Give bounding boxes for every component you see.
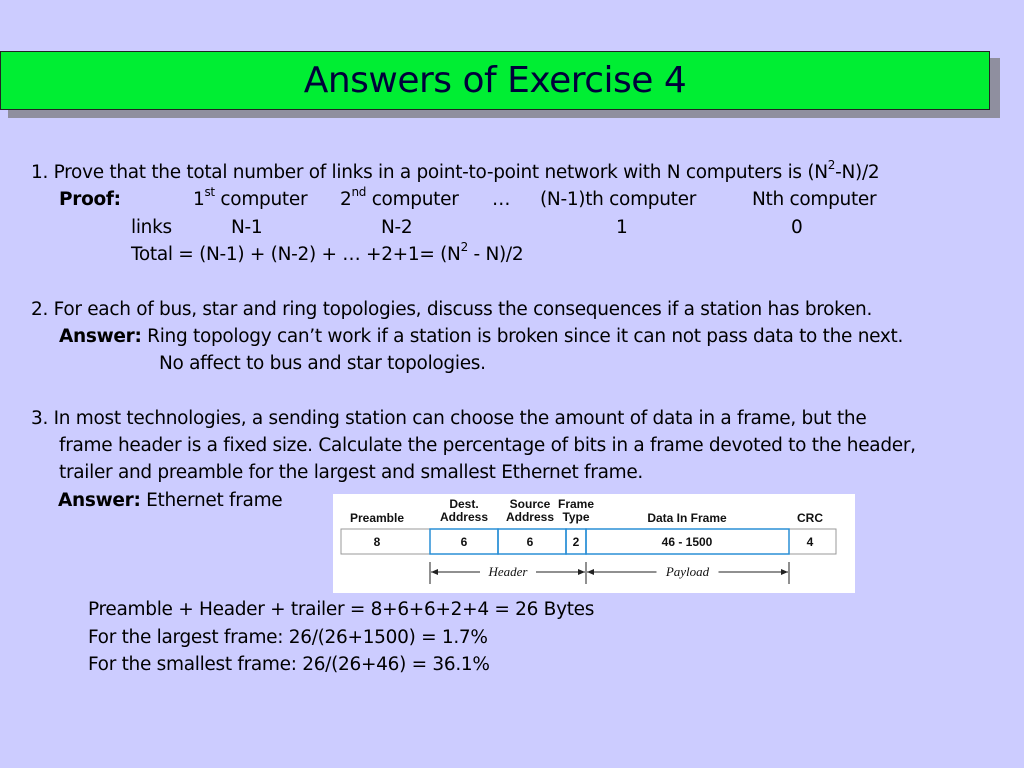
title-bar [0,51,990,110]
links-value-3: 1 [616,217,628,238]
col-n-1-computer: (N-1)th computer [540,189,697,210]
q1-links-row [0,216,1000,240]
q1-question: 1. Prove that the total number of links in a point-to-point network with N computers is $(N^2-N)/2$ [31,158,880,183]
q3-question-line3: trailer and preamble for the largest and smallest Ethernet frame. [59,462,644,483]
frame-field-label: Frame [557,497,595,511]
q3-question-line2: frame header is a fixed size. Calculate the percentage of bits in a frame devoted to the header, [59,435,916,456]
q1-total: Total = (N-1) + (N-2) + … $+2+1= (N^2 - N)/2$ [131,240,524,265]
q2-answer: Answer: Ring topology can’t work if a station is broken since it can not pass data to the next. [59,326,904,347]
frame-field-label: Dest. [449,497,479,511]
col-1st-computer: 1st computer [193,185,308,210]
slide-title: Answers of Exercise 4 [303,60,687,101]
frame-field-label: Type [562,510,590,524]
header-bracket-arrow-right [578,569,585,575]
q2-question: 2. For each of bus, star and ring topologies, discuss the consequences if a station has broken. [31,299,873,320]
calc-smallest: For the smallest frame: 26/(26+46) = 36.1% [88,654,490,675]
ethernet-frame-diagram [333,494,855,593]
frame-outline [341,529,836,554]
links-value-4: 0 [791,217,803,238]
links-value-2: N-2 [381,217,413,238]
q2-answer-line2: No affect to bus and star topologies. [159,353,486,374]
payload-bracket-label: Payload [665,564,710,579]
header-bracket-arrow-left [431,569,438,575]
header-bracket-label: Header [488,564,528,579]
q1-proof-row [0,185,1000,212]
frame-field-label: CRC [797,511,823,525]
answer-label: Answer: [58,490,141,511]
calc-largest: For the largest frame: 26/(26+1500) = 1.7% [88,627,488,648]
q3-answer: Answer: Ethernet frame [58,490,283,511]
ethernet-frame-svg [333,494,855,593]
q3-question-line1: 3. In most technologies, a sending station can choose the amount of data in a frame, but the [31,408,867,429]
frame-field-value: 4 [806,535,814,549]
frame-field-label: Source [509,497,551,511]
frame-field-value: 6 [460,535,468,549]
frame-field-label: Preamble [349,511,405,525]
col-2nd-computer: 2nd computer [340,185,459,210]
payload-bracket-arrow-right [781,569,788,575]
col-ellipsis: … [492,189,511,210]
frame-field-value: 8 [373,535,381,549]
proof-label: Proof: [59,189,121,210]
frame-field-label: Address [505,510,555,524]
frame-field-value: 6 [526,535,534,549]
frame-field-value: 46 - 1500 [661,535,713,549]
col-nth-computer: Nth computer [752,189,877,210]
frame-field-label: Data In Frame [647,511,727,525]
links-value-1: N-1 [231,217,263,238]
calc-total: Preamble + Header + trailer = 8+6+6+2+4 = 26 Bytes [88,599,595,620]
answer-label: Answer: [59,326,142,347]
frame-field-label: Address [439,510,489,524]
payload-bracket-arrow-left [587,569,594,575]
frame-field-value: 2 [572,535,580,549]
links-label: links [131,217,172,238]
